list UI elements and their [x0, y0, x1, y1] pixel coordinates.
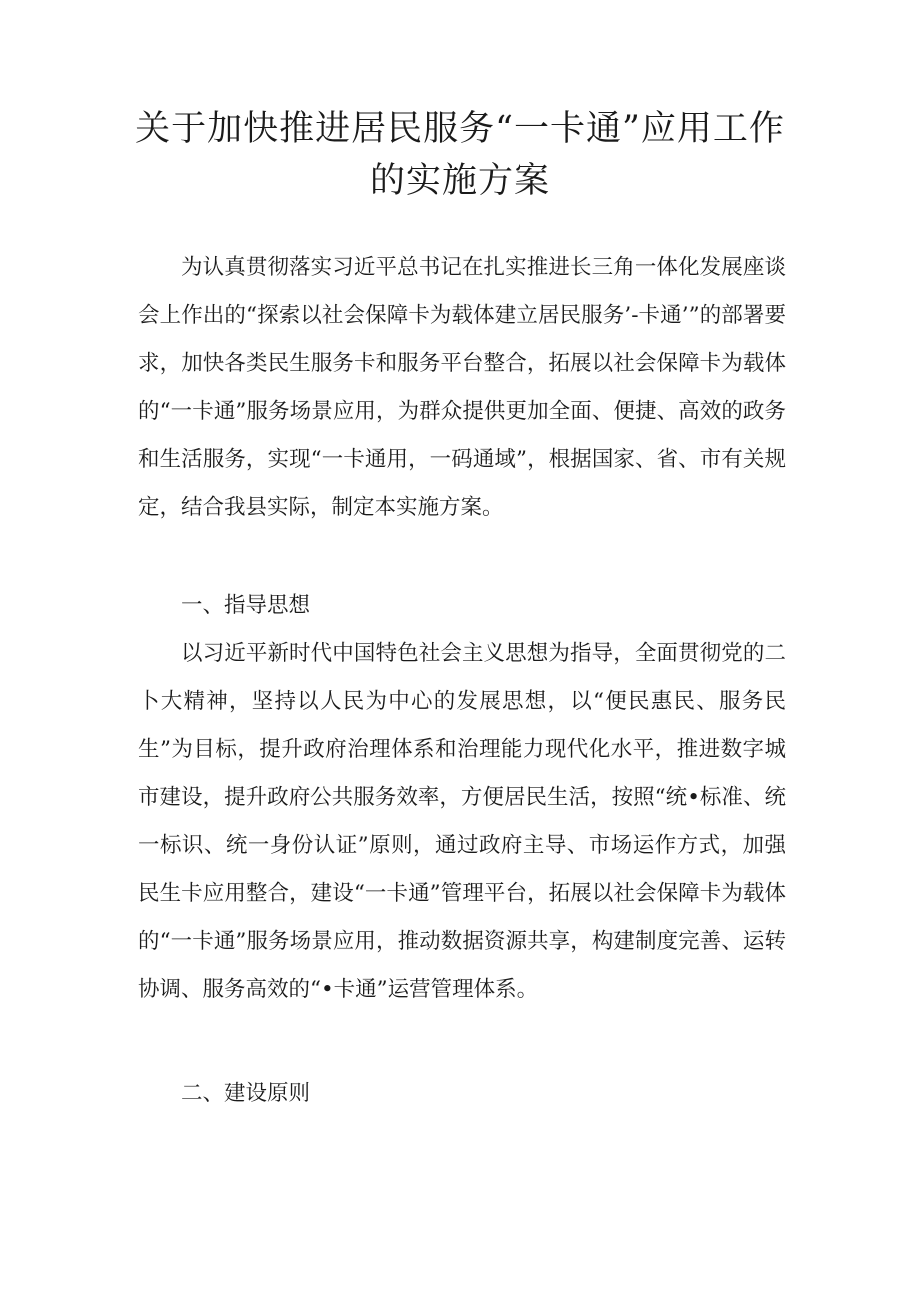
section-heading-guiding-ideology: 一、指导思想: [181, 593, 311, 618]
document-title: 关于加快推进居民服务“一卡通”应用工作的实施方案: [135, 109, 785, 201]
intro-paragraph: 为认真贯彻落实习近平总书记在扎实推进长三角一体化发展座谈会上作出的“探索以社会保障卡为载体建立居民服务’-卡通’”的部署要求，加快各类民生服务卡和服务平台整合，拓展以社会保障卡为载体的“一卡通”服务场景应用，为群众提供更加全面、便捷、高效的政务和生活服务，实现“一卡通用，一码通域”，根据国家、省、市有关规定，结合我县实际，制定本实施方案。: [138, 255, 786, 520]
section-heading-construction-principles: 二、建设原则: [181, 1081, 311, 1106]
guiding-ideology-paragraph: 以习近平新时代中国特色社会主义思想为指导，全面贯彻党的二卜大精神，坚持以人民为中心的发展思想，以“便民惠民、服务民生”为目标，提升政府治理体系和治理能力现代化水平，推进数字城市建设，提升政府公共服务效率，方便居民生活，按照“统•标准、统一标识、统一身份认证”原则，通过政府主导、市场运作方式，加强民生卡应用整合，建设“一卡通”管理平台，拓展以社会保障卡为载体的“一卡通”服务场景应用，推动数据资源共享，构建制度完善、运转协调、服务高效的“•卡通”运营管理体系。: [138, 641, 786, 1002]
